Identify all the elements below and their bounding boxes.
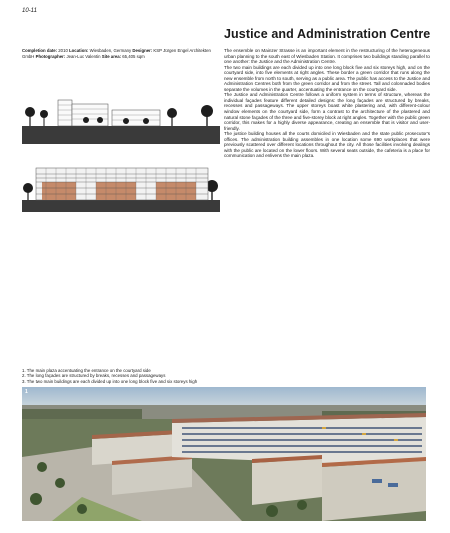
project-meta	[22, 48, 220, 59]
site-area-value: 65,405 sqm	[122, 53, 145, 59]
caption: 2. The long façades are structured by breaks, recesses and passageways	[22, 373, 166, 379]
body-paragraph: The justice building houses all the courts domiciled in Wiesbaden and the state public prosecutor's offices. The administration building assembles in one location some 690 workplaces that were previously scattered over different locations throughout the city. All those facilities involving dealings with the public are located on the lower floors. With several seats outside, the cafeteria is a place for communication and enlivens the main plaza.	[224, 131, 430, 159]
photographer-label: Photographer:	[35, 53, 66, 59]
completion-label: Completion date:	[22, 48, 58, 53]
caption: 3. The two main buildings are each divided up into one long block five and six storeys high	[22, 378, 198, 384]
section-elevation-drawing	[22, 96, 220, 144]
page-title: Justice and Administration Centre	[224, 27, 431, 41]
aerial-photo	[22, 387, 426, 521]
location-label: Location:	[69, 48, 89, 53]
aerial-photo-drawing	[22, 387, 426, 521]
body-paragraph: The two main buildings are each divided up into one long block five and six storeys high, and on the courtyard side, into five elements at right angles. These border a green corridor that runs along the new ensemble from north to south, serving as a public area. The public has access to the Justice and Administration Centres both from the green corridor and from the street. Tall and colonnaded bodies separate the volumes in the quarter, accentuating the entrance on the courtyard side.	[224, 64, 430, 92]
photo-number: 1	[25, 389, 28, 395]
page-folio: 10-11	[22, 8, 37, 14]
body-text	[224, 48, 430, 159]
photographer-value: Jean-Luc Valentin	[66, 53, 101, 59]
body-paragraph: The Justice and Administration Centre follows a uniform system in terms of structure, whereas the individual façades feature different detailed designs: the long façades are structured by breaks, recesses and passageways. The upper storeys boast white plastering and, with different-colour window elements on the courtyard side, form a contrast to the architecture of the plastered and natural stone façades of the three and five-storey block at right angles. Together with the public green corridor, this makes for a highly diverse appearance, creating an ensemble that is visitor and user-friendly.	[224, 92, 430, 131]
captions	[22, 368, 197, 384]
site-area-label: Site area:	[101, 53, 122, 59]
location-value: Wiesbaden, Germany	[89, 48, 132, 53]
facade-elevation-drawing	[22, 164, 220, 212]
body-paragraph: The ensemble on Mainzer Strasse is an important element in the restructuring of the heterogeneous urban planning to the south east of Wiesbaden Station. It comprises two buildings standing parallel to one another: the Justice and the Administration Centre.	[224, 48, 430, 65]
designer-value: KSP Jürgen Engel Architekten GmbH	[22, 48, 211, 59]
completion-value: 2010	[58, 48, 68, 53]
designer-label: Designer:	[132, 48, 153, 53]
caption: 1. The main plaza accentuating the entrance on the courtyard side	[22, 368, 151, 373]
